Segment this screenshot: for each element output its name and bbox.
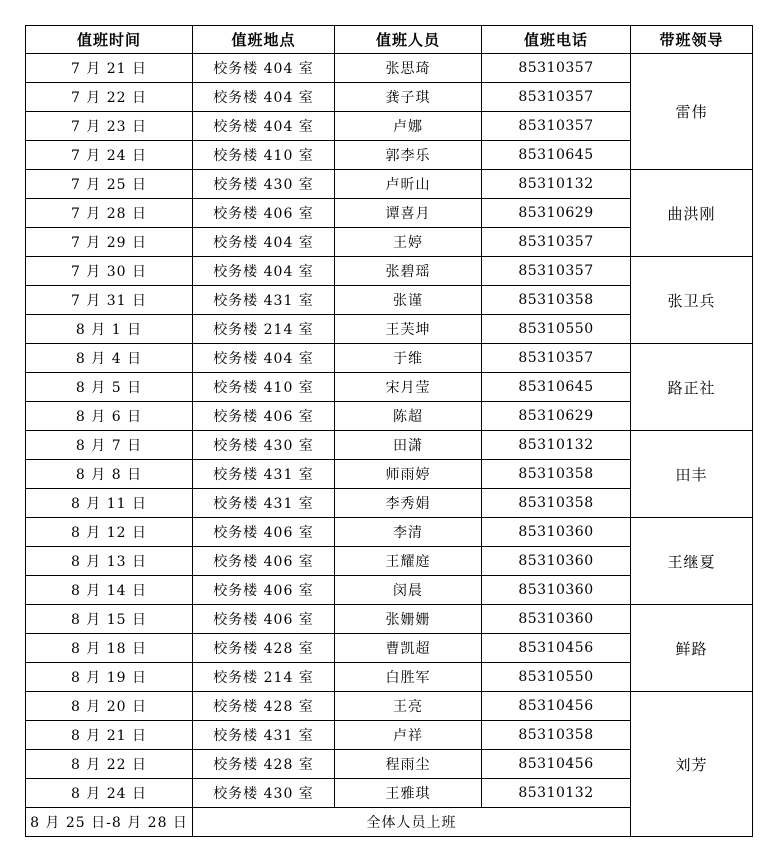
- duty-person-cell: 卢祥: [335, 721, 482, 750]
- duty-phone-cell: 85310550: [482, 315, 631, 344]
- duty-phone-cell: 85310357: [482, 83, 631, 112]
- duty-date-cell: 7 月 24 日: [26, 141, 193, 170]
- duty-phone-cell: 85310550: [482, 663, 631, 692]
- duty-phone-cell: 85310360: [482, 547, 631, 576]
- duty-phone-cell: 85310357: [482, 257, 631, 286]
- table-row: [26, 344, 753, 373]
- duty-date-cell: 8 月 24 日: [26, 779, 193, 808]
- duty-date-cell: 7 月 21 日: [26, 54, 193, 83]
- duty-schedule-table: [25, 25, 753, 837]
- duty-place-cell: 校务楼 430 室: [193, 170, 335, 199]
- header-duty-place: 值班地点: [193, 26, 335, 54]
- duty-place-cell: 校务楼 431 室: [193, 460, 335, 489]
- duty-place-cell: 校务楼 431 室: [193, 286, 335, 315]
- duty-person-cell: 王雅琪: [335, 779, 482, 808]
- duty-phone-cell: 85310456: [482, 750, 631, 779]
- duty-place-cell: 校务楼 410 室: [193, 373, 335, 402]
- duty-phone-cell: 85310358: [482, 721, 631, 750]
- duty-phone-cell: 85310132: [482, 431, 631, 460]
- header-leader: 带班领导: [631, 26, 753, 54]
- duty-date-cell: 8 月 21 日: [26, 721, 193, 750]
- duty-place-cell: 校务楼 406 室: [193, 547, 335, 576]
- duty-person-cell: 师雨婷: [335, 460, 482, 489]
- duty-place-cell: 校务楼 214 室: [193, 663, 335, 692]
- duty-date-cell: 7 月 29 日: [26, 228, 193, 257]
- duty-date-cell: 7 月 25 日: [26, 170, 193, 199]
- table-row: [26, 431, 753, 460]
- duty-person-cell: 郭李乐: [335, 141, 482, 170]
- header-row: [26, 26, 753, 54]
- duty-person-cell: 卢娜: [335, 112, 482, 141]
- duty-date-cell: 8 月 19 日: [26, 663, 193, 692]
- duty-phone-cell: 85310456: [482, 692, 631, 721]
- duty-person-cell: 程雨尘: [335, 750, 482, 779]
- duty-phone-cell: 85310358: [482, 286, 631, 315]
- leader-cell: 路正社: [631, 344, 753, 431]
- duty-date-cell: 8 月 13 日: [26, 547, 193, 576]
- duty-place-cell: 校务楼 431 室: [193, 721, 335, 750]
- duty-place-cell: 校务楼 428 室: [193, 750, 335, 779]
- duty-place-cell: 校务楼 430 室: [193, 431, 335, 460]
- duty-place-cell: 校务楼 406 室: [193, 576, 335, 605]
- duty-person-cell: 卢昕山: [335, 170, 482, 199]
- duty-phone-cell: 85310629: [482, 402, 631, 431]
- duty-phone-cell: 85310645: [482, 141, 631, 170]
- duty-date-cell: 7 月 30 日: [26, 257, 193, 286]
- duty-person-cell: 张思琦: [335, 54, 482, 83]
- duty-date-cell: 7 月 28 日: [26, 199, 193, 228]
- duty-place-cell: 校务楼 406 室: [193, 518, 335, 547]
- duty-phone-cell: 85310360: [482, 576, 631, 605]
- duty-phone-cell: 85310456: [482, 634, 631, 663]
- duty-date-cell: 8 月 18 日: [26, 634, 193, 663]
- header-duty-person: 值班人员: [335, 26, 482, 54]
- duty-phone-cell: 85310360: [482, 518, 631, 547]
- duty-date-cell: 8 月 12 日: [26, 518, 193, 547]
- duty-place-cell: 校务楼 431 室: [193, 489, 335, 518]
- duty-phone-cell: 85310357: [482, 344, 631, 373]
- duty-phone-cell: 85310358: [482, 460, 631, 489]
- duty-date-cell: 8 月 7 日: [26, 431, 193, 460]
- duty-place-cell: 校务楼 404 室: [193, 54, 335, 83]
- header-duty-time: 值班时间: [26, 26, 193, 54]
- table-row: [26, 257, 753, 286]
- duty-place-cell: 校务楼 404 室: [193, 228, 335, 257]
- table-header: [26, 26, 753, 54]
- duty-person-cell: 田潇: [335, 431, 482, 460]
- duty-place-cell: 校务楼 406 室: [193, 402, 335, 431]
- duty-phone-cell: 85310645: [482, 373, 631, 402]
- table-body: [26, 54, 753, 837]
- duty-person-cell: 于维: [335, 344, 482, 373]
- duty-person-cell: 谭喜月: [335, 199, 482, 228]
- duty-phone-cell: 85310357: [482, 54, 631, 83]
- duty-person-cell: 王亮: [335, 692, 482, 721]
- duty-place-cell: 校务楼 428 室: [193, 692, 335, 721]
- leader-cell: 刘芳: [631, 692, 753, 837]
- duty-person-cell: 闵晨: [335, 576, 482, 605]
- duty-place-cell: 校务楼 404 室: [193, 112, 335, 141]
- duty-date-cell: 7 月 31 日: [26, 286, 193, 315]
- duty-person-cell: 李秀娟: [335, 489, 482, 518]
- duty-place-cell: 校务楼 406 室: [193, 605, 335, 634]
- duty-phone-cell: 85310629: [482, 199, 631, 228]
- duty-person-cell: 王耀庭: [335, 547, 482, 576]
- duty-person-cell: 龚子琪: [335, 83, 482, 112]
- table-row: [26, 170, 753, 199]
- duty-person-cell: 张姗姗: [335, 605, 482, 634]
- duty-person-cell: 张碧瑶: [335, 257, 482, 286]
- duty-date-cell: 8 月 5 日: [26, 373, 193, 402]
- duty-person-cell: 曹凯超: [335, 634, 482, 663]
- header-duty-phone: 值班电话: [482, 26, 631, 54]
- duty-place-cell: 校务楼 404 室: [193, 83, 335, 112]
- duty-phone-cell: 85310357: [482, 112, 631, 141]
- duty-date-cell: 7 月 23 日: [26, 112, 193, 141]
- duty-date-cell: 8 月 15 日: [26, 605, 193, 634]
- duty-place-cell: 校务楼 404 室: [193, 344, 335, 373]
- final-date-range-cell: 8 月 25 日-8 月 28 日: [26, 808, 193, 837]
- leader-cell: 雷伟: [631, 54, 753, 170]
- duty-date-cell: 8 月 4 日: [26, 344, 193, 373]
- duty-person-cell: 陈超: [335, 402, 482, 431]
- duty-phone-cell: 85310132: [482, 170, 631, 199]
- table-row: [26, 518, 753, 547]
- all-staff-note-cell: 全体人员上班: [193, 808, 631, 837]
- leader-cell: 田丰: [631, 431, 753, 518]
- duty-phone-cell: 85310357: [482, 228, 631, 257]
- leader-cell: 张卫兵: [631, 257, 753, 344]
- duty-person-cell: 宋月莹: [335, 373, 482, 402]
- duty-date-cell: 8 月 20 日: [26, 692, 193, 721]
- duty-place-cell: 校务楼 406 室: [193, 199, 335, 228]
- duty-place-cell: 校务楼 214 室: [193, 315, 335, 344]
- duty-phone-cell: 85310132: [482, 779, 631, 808]
- duty-date-cell: 7 月 22 日: [26, 83, 193, 112]
- duty-place-cell: 校务楼 430 室: [193, 779, 335, 808]
- duty-place-cell: 校务楼 404 室: [193, 257, 335, 286]
- duty-phone-cell: 85310360: [482, 605, 631, 634]
- duty-date-cell: 8 月 8 日: [26, 460, 193, 489]
- duty-person-cell: 王芙坤: [335, 315, 482, 344]
- leader-cell: 王继夏: [631, 518, 753, 605]
- table-row: [26, 54, 753, 83]
- table-row: [26, 605, 753, 634]
- duty-date-cell: 8 月 1 日: [26, 315, 193, 344]
- table-row: [26, 692, 753, 721]
- duty-phone-cell: 85310358: [482, 489, 631, 518]
- duty-date-cell: 8 月 11 日: [26, 489, 193, 518]
- duty-date-cell: 8 月 14 日: [26, 576, 193, 605]
- leader-cell: 曲洪刚: [631, 170, 753, 257]
- duty-date-cell: 8 月 6 日: [26, 402, 193, 431]
- duty-date-cell: 8 月 22 日: [26, 750, 193, 779]
- duty-place-cell: 校务楼 410 室: [193, 141, 335, 170]
- duty-person-cell: 白胜军: [335, 663, 482, 692]
- duty-person-cell: 王婷: [335, 228, 482, 257]
- duty-person-cell: 李清: [335, 518, 482, 547]
- duty-place-cell: 校务楼 428 室: [193, 634, 335, 663]
- duty-person-cell: 张谨: [335, 286, 482, 315]
- leader-cell: 鲜路: [631, 605, 753, 692]
